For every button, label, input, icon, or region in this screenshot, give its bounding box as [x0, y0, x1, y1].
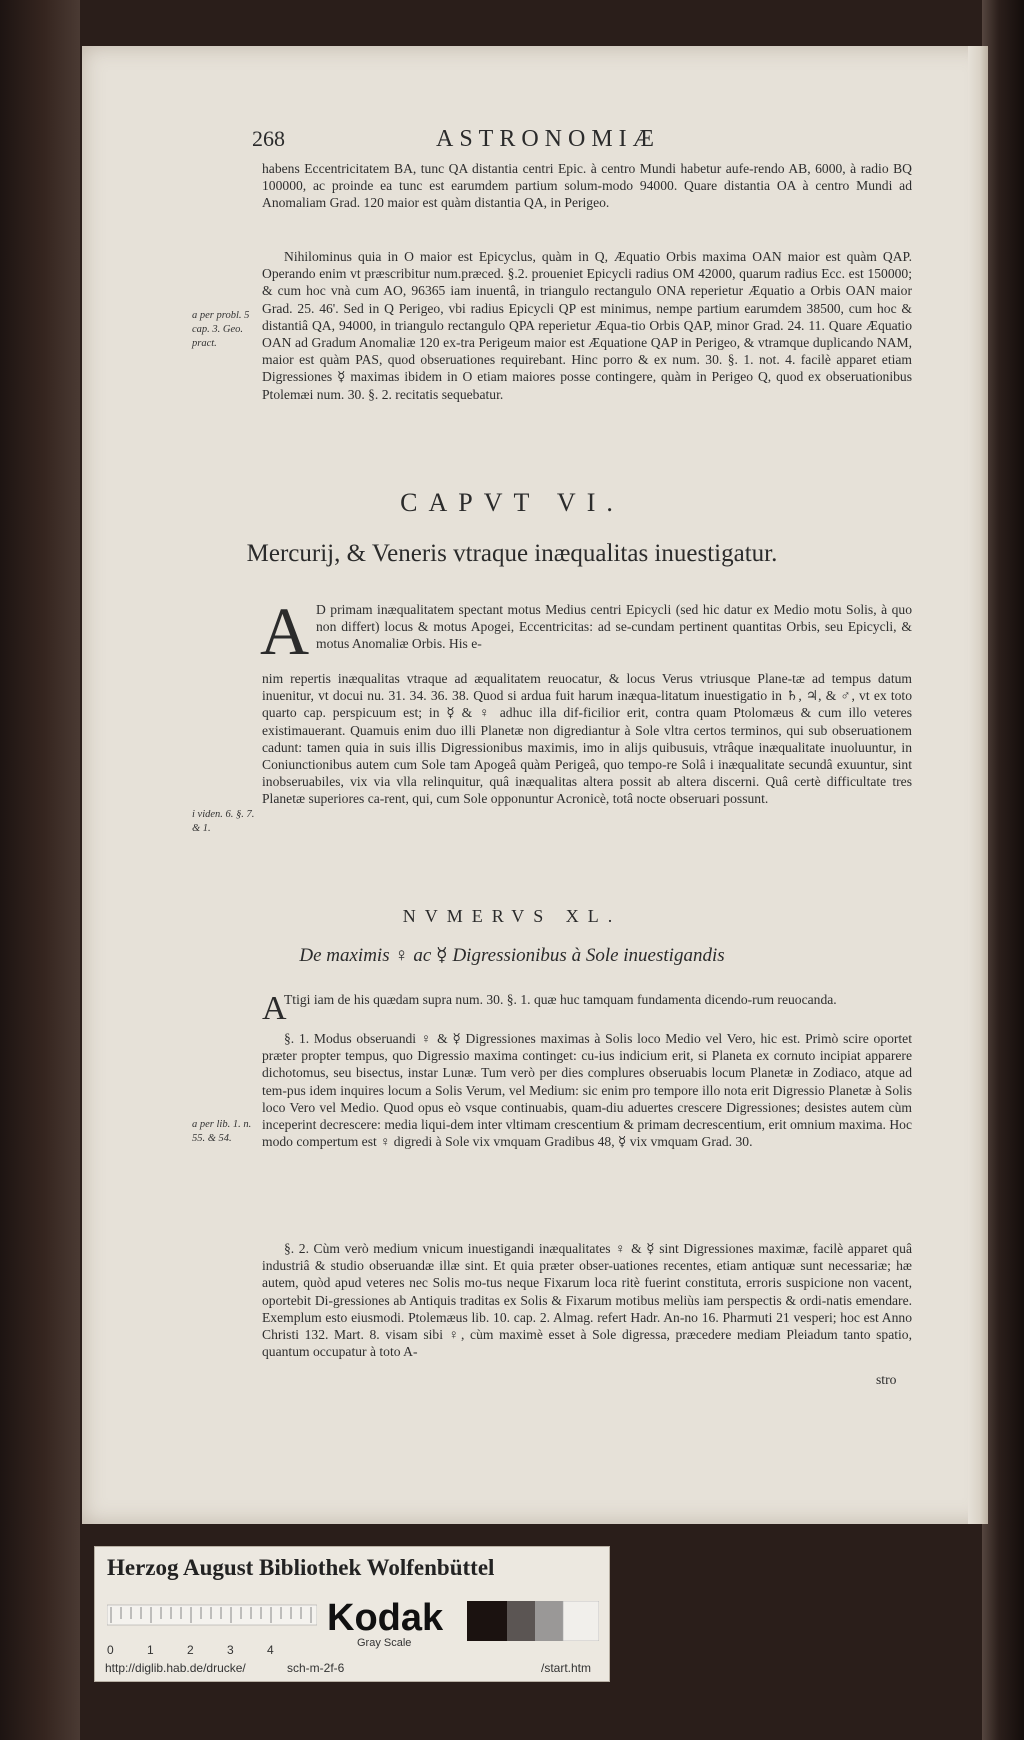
page-number: 268 [252, 126, 285, 151]
chapter-paragraph-head: D primam inæqualitatem spectant motus Medius centri Epicycli (sed hic datur ex Medio motu Solis, à quo non differt) locus & motus Apogei, Eccentricitas: ad se-cundam pertinent quantitas Orbis, seu Epicycli, & motus Anomaliæ Orbis. His e- [316, 602, 912, 652]
section-heading: NVMERVS XL. [402, 906, 622, 926]
library-name: Herzog August Bibliothek Wolfenbüttel [107, 1555, 495, 1580]
gray-scale-label: Gray Scale [357, 1637, 412, 1649]
scale-number: 3 [227, 1643, 234, 1657]
running-title: ASTRONOMIÆ [436, 126, 661, 152]
margin-note-3: a per lib. 1. n. 55. & 54. [192, 1119, 252, 1144]
intro-paragraph-2: Nihilominus quia in O maior est Epicyclus, quàm in Q, Æquatio Orbis maxima OAN maior est quàm QAP. Operando enim vt præscribitur num.præced. §.2. proueniet Epicycli radius OM 42000, quarum radius Ecc. est 150000; & cum hoc vnà cum AO, 96365 iam inuentâ, in triangulo rectangulo ONA reperietur Æquatio a Orbis OAN maior Grad. 25. 46'. Sed in Q Perigeo, vbi radius Epicycli QP est minimus, nempe partium earumdem 38500, cum hoc & distantiâ QA, 94000, in triangulo rectangulo QPA reperietur Æqua-tio Orbis QAP, minor Grad. 24. 11. Quare Æquatio OAN ad Gradum Anomaliæ 120 ex-tra Perigeum maior est Æquatione QAP in Perigeo, & vtramque duplicando NAM, maior est quàm PAS, quod obseruationes requirebant. Hinc porro & ex num. 30. §. 1. not. 4. facilè apparet etiam Digressiones ☿ maximas ibidem in O etiam maiores posse contingere, quàm in Perigeo Q, quod ex obseruationibus Ptolemæi num. 30. §. 2. recitatis sequebatur. [262, 249, 912, 402]
section-paragraph-3: §. 2. Cùm verò medium vnicum inuestigandi inæqualitates ♀ & ☿ sint Digressiones maximæ, facilè apparet quâ industriâ & studio obseruandæ illæ sint. Et quia præter obser-uationes recentes, etiam antiquæ sunt necessariæ; hæ autem, quòd apud veteres nec Solis mo-tus neque Fixarum loca ritè fuerint constituta, erroris suspicione non vacent, oportebit Di-gressiones ab Antiquis traditas ex Solis & Fixarum motibus meliùs iam perspectis & ordi-natis emendare. Exemplum esto eiusmodi. Ptolemæus lib. 10. cap. 2. Almag. refert Hadr. An-no 16. Pharmuti 21 vesperi; hoc est Anno Christi 132. Mart. 8. visam sibi ♀, cùm maximè esset à Sole digressa, præcedere mediam Pleiadum tanto spatio, quantum occupatur à toto A- [262, 1241, 912, 1360]
ruler-graphic [107, 1597, 317, 1637]
page-edge [968, 46, 988, 1524]
section-paragraph-2: §. 1. Modus obseruandi ♀ & ☿ Digressiones maximas à Solis loco Medio vel Vero, hic est. Primò scire oportet præter propter tempus, quo Digressio maxima continget: cu-ius indicium erit, si Planeta ex cornuto incipiat apparere dichotomus, seu bisectus, instar Lunæ. Tum verò per dies complures obseruabis locum Planetæ in Zodiaco, atque ad tem-pus idem inquires locum a Solis Verum, vel Medium: sic enim pro tempore illo nota erit Digressio Planetæ à Solis loco Vero vel Medio. Quod opus eò vsque continuabis, quam-diu aduertes crescere Digressiones; desistes autem cùm inceperint decrescere: media liqui-dem inter vltimam crescentium & primam decrescentium, erit omnium maxima. Hoc modo compertum est ♀ digredi à Sole vix vmquam Gradibus 48, ☿ vix vmquam Grad. 30. [262, 1031, 912, 1150]
scale-number: 2 [187, 1643, 194, 1657]
section-subtitle: De maximis ♀ ac ☿ Digressionibus à Sole inuestigandis [299, 945, 725, 966]
scale-number: 4 [267, 1643, 274, 1657]
scale-number: 1 [147, 1643, 154, 1657]
library-label [94, 1546, 610, 1682]
book-edge-left [0, 0, 80, 1740]
start-path: /start.htm [541, 1661, 592, 1675]
chapter-heading: CAPVT VI. [400, 488, 624, 517]
margin-note-2: i viden. 6. §. 7. & 1. [192, 809, 255, 834]
digilib-url: http://diglib.hab.de/drucke/ [105, 1661, 246, 1675]
section-drop-cap: A [262, 990, 287, 1027]
book-edge-right [982, 0, 1024, 1740]
scale-number: 0 [107, 1643, 114, 1657]
margin-note-1: a per probl. 5 cap. 3. Geo. pract. [192, 310, 250, 349]
chapter-paragraph-rest: nim repertis inæqualitas vtraque ad æqualitatem reuocatur, & locus Verus vtriusque Plane-tæ ad tempus datum inuenitur, vt docui nu. 31. 34. 36. 38. Quod si ardua fuit harum inæqua-litatum inuestigatio in ♄, ♃, & ♂, vt ex toto quarto cap. perspicuum est; in ☿ & ♀ adhuc illa dif-ficilior erit, contra quam Ptolomæus & cum illo veteres existimauerant. Quamuis enim duo illi Planetæ non digrediantur à Sole vltra certos terminos, qui sub obseruationem cadunt: tamen quia in suis illis Digressionibus maximis, imo in alijs quibusuis, vtrâque inæqualitate inuoluuntur, in Coniunctionibus autem cum Sole tam Apogeâ quàm Perigeâ, quo tempo-re Solâ i inæqualitate secundâ exuuntur, sint inobseruabiles, vix via vlla relinquitur, quâ inæqualitas altera possit ab altera discerni. Quâ certè difficultate tres Planetæ superiores ca-rent, qui, cum Sole opponuntur Acronicè, totâ nocte obseruari possunt. [262, 671, 912, 807]
gray-scale-swatches [467, 1601, 599, 1641]
kodak-brand: Kodak [327, 1597, 444, 1639]
chapter-subtitle: Mercurij, & Veneris vtraque inæqualitas inuestigatur. [246, 540, 778, 567]
page-header [0, 126, 1024, 156]
catchword: stro [876, 1372, 897, 1387]
shelfmark: sch-m-2f-6 [287, 1661, 345, 1675]
intro-paragraph-1: habens Eccentricitatem BA, tunc QA distantia centri Epic. à centro Mundi habetur aufe-rendo AB, 6000, à radio BQ 100000, ac proinde ea tunc est earumdem partium solum-modo 94000. Quare distantia OA à centro Mundi ad Anomaliam Grad. 120 maior est quàm distantia QA, in Perigeo. [262, 161, 912, 211]
section-paragraph-1: Ttigi iam de his quædam supra num. 30. §. 1. quæ huc tamquam fundamenta dicendo-rum reuocanda. [284, 992, 837, 1007]
drop-cap: A [260, 593, 310, 669]
